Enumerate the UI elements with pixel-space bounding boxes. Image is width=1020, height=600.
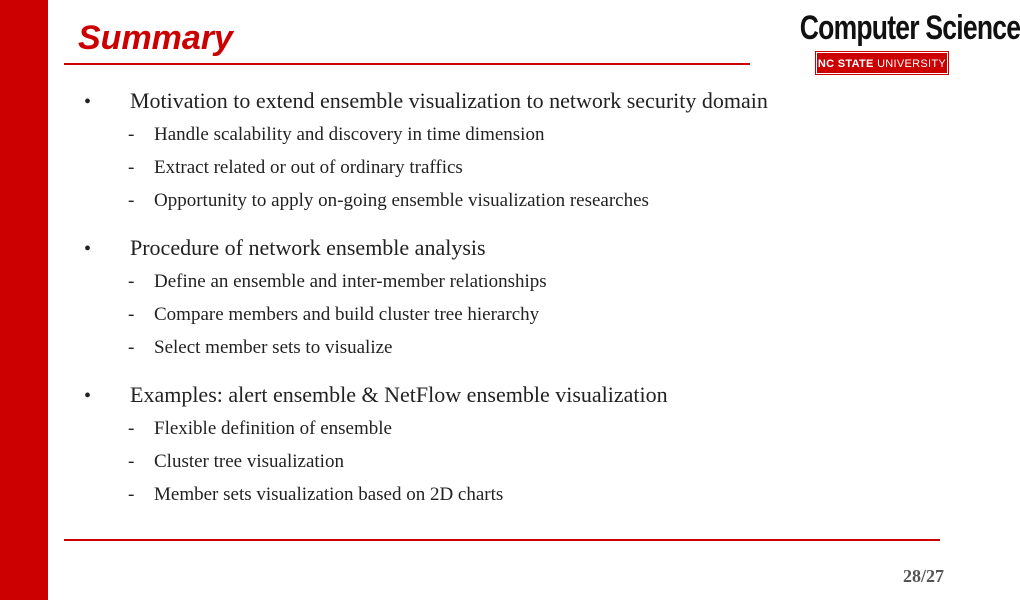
- title-divider: [64, 63, 750, 65]
- dash-icon: -: [128, 304, 135, 325]
- page-number: 28/27: [902, 566, 944, 586]
- bullet-section: [84, 235, 924, 370]
- logo-wordmark: Computer Science: [799, 9, 1020, 47]
- bullet-text: Motivation to extend ensemble visualization to network security domain: [130, 88, 768, 113]
- slide-body: [84, 88, 924, 529]
- sub-item-text: Handle scalability and discovery in time dimension: [154, 124, 545, 145]
- bullet-section: [84, 88, 924, 223]
- dash-icon: -: [128, 484, 135, 505]
- logo-badge: [816, 52, 948, 74]
- dash-icon: -: [128, 418, 135, 439]
- logo-badge-bold: NC STATE: [817, 58, 874, 70]
- dash-icon: -: [128, 451, 135, 472]
- bullet-dot-icon: •: [84, 385, 92, 407]
- left-accent-bar: [0, 0, 48, 600]
- footer-divider: [64, 539, 940, 541]
- bullet-section: [84, 382, 924, 517]
- sub-item: [84, 418, 924, 451]
- sub-item: [84, 271, 924, 304]
- university-logo: [758, 8, 1020, 74]
- sub-item: [84, 124, 924, 157]
- bullet-item: [84, 235, 924, 271]
- sub-item-text: Define an ensemble and inter-member relationships: [154, 271, 547, 292]
- dash-icon: -: [128, 124, 135, 145]
- sub-item: [84, 337, 924, 370]
- slide-title: Summary: [78, 19, 233, 57]
- dash-icon: -: [128, 271, 135, 292]
- sub-item-text: Cluster tree visualization: [154, 451, 344, 472]
- sub-item: [84, 484, 924, 517]
- sub-item-text: Select member sets to visualize: [154, 337, 393, 358]
- dash-icon: -: [128, 157, 135, 178]
- sub-item-text: Flexible definition of ensemble: [154, 418, 392, 439]
- sub-item: [84, 190, 924, 223]
- sub-item: [84, 304, 924, 337]
- bullet-item: [84, 88, 924, 124]
- bullet-text: Procedure of network ensemble analysis: [130, 235, 486, 260]
- bullet-dot-icon: •: [84, 91, 92, 113]
- dash-icon: -: [128, 337, 135, 358]
- sub-item-text: Opportunity to apply on-going ensemble visualization researches: [154, 190, 649, 211]
- bullet-text: Examples: alert ensemble & NetFlow ensemble visualization: [130, 382, 668, 407]
- sub-item-text: Extract related or out of ordinary traffics: [154, 157, 463, 178]
- bullet-item: [84, 382, 924, 418]
- logo-badge-rest: UNIVERSITY: [877, 58, 947, 70]
- sub-item: [84, 157, 924, 190]
- sub-item: [84, 451, 924, 484]
- bullet-dot-icon: •: [84, 238, 92, 260]
- sub-item-text: Member sets visualization based on 2D charts: [154, 484, 504, 505]
- dash-icon: -: [128, 190, 135, 211]
- sub-item-text: Compare members and build cluster tree hierarchy: [154, 304, 540, 325]
